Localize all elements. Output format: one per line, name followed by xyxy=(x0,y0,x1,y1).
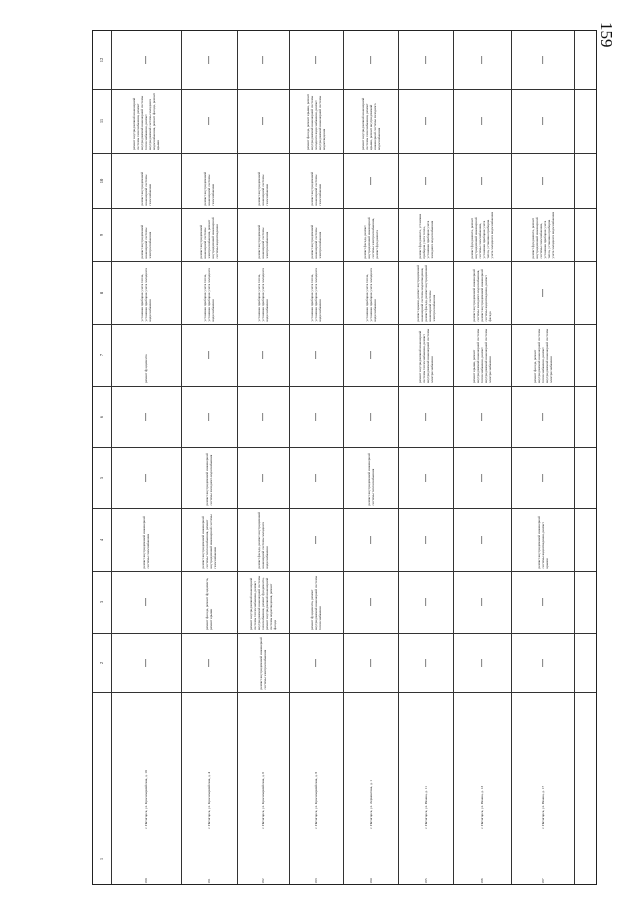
cell-c10 xyxy=(398,208,453,261)
cell-c4-text: — xyxy=(477,598,486,606)
cell-c6 xyxy=(289,447,343,508)
cell-c6-text: ремонт внутридомовой инженерной системы теплоснабжения xyxy=(366,452,375,505)
cell-c10 xyxy=(237,208,289,261)
column-number xyxy=(93,633,111,692)
column-number-text: 4 xyxy=(99,538,104,541)
cell-c5 xyxy=(237,508,289,571)
address-cell xyxy=(398,692,453,831)
cell-c6 xyxy=(453,447,511,508)
cell-c3-text: ремонт внутридомовой инженерной системы электроснабжения xyxy=(259,636,267,689)
cell-c4 xyxy=(289,571,343,633)
cell-c8-text: — xyxy=(365,351,375,359)
cell-c4-text: — xyxy=(537,598,547,606)
cell-c8-text: — xyxy=(258,351,267,359)
column-number-text: 1 xyxy=(99,857,104,860)
cell-c11 xyxy=(398,153,453,208)
cell-c11-text: — xyxy=(365,176,375,185)
cell-c11 xyxy=(343,153,398,208)
cell-c11-text: ремонт внутридомовой инженерной системы газоснабжения xyxy=(310,171,322,205)
cell-c8-text: ремонт фасада, ремонт внутридомовой инженерной системы теплоснабжения, ремонт внутридомовой инженерной системы электроснабжения xyxy=(532,328,553,383)
column-number-text: 9 xyxy=(99,233,104,236)
column-number-text: 12 xyxy=(99,57,104,63)
row-number-text: 166 xyxy=(480,877,484,883)
cell-c3-text: — xyxy=(204,658,213,667)
cell-c5-text: ремонт внутридомовой инженерной системы газоснабжения xyxy=(142,515,150,568)
cell-c7 xyxy=(398,386,453,447)
row-number-text: 164 xyxy=(368,877,373,883)
cell-c11 xyxy=(237,153,289,208)
row-number-text: 167 xyxy=(540,877,545,883)
cell-c3 xyxy=(289,633,343,692)
cell-c10 xyxy=(511,208,574,261)
address-cell-text: г. Пятигорск, ул. Красноармейская, д. 8 xyxy=(314,771,318,828)
cell-c13 xyxy=(111,31,181,89)
cell-c7-text: — xyxy=(365,412,375,421)
cell-c4-text: — xyxy=(420,598,430,606)
cell-c3-text: — xyxy=(477,658,486,667)
address-cell-text: г. Пятигорск, ул. Красноармейская, д. 10 xyxy=(144,769,148,828)
cell-c12 xyxy=(237,89,289,153)
column-number-text: 5 xyxy=(99,476,104,479)
cell-c8 xyxy=(289,324,343,386)
cell-c12 xyxy=(453,89,511,153)
cell-c10 xyxy=(289,208,343,261)
cell-c4 xyxy=(453,571,511,633)
cell-c9 xyxy=(343,261,398,324)
cell-c3 xyxy=(237,633,289,692)
cell-c8 xyxy=(181,324,237,386)
cell-c8 xyxy=(237,324,289,386)
row-number-text: 163 xyxy=(314,877,318,883)
cell-c7-text: — xyxy=(311,412,320,421)
address-cell xyxy=(511,692,574,831)
cell-c5-text: — xyxy=(365,535,375,544)
cell-c9 xyxy=(511,261,574,324)
address-cell-text: г. Пятигорск, ул. Красноармейская, д. 6 xyxy=(261,771,265,828)
cell-c11 xyxy=(111,153,181,208)
address-cell-text: г. Пятигорск, ул. Нежна, д. 11 xyxy=(423,785,428,828)
cell-c4 xyxy=(181,571,237,633)
cell-c6-text: ремонт внутридомовой инженерной системы холодного водоснабжения xyxy=(205,452,213,505)
cell-c5 xyxy=(343,508,398,571)
cell-c11 xyxy=(181,153,237,208)
cell-c9 xyxy=(289,261,343,324)
cell-c6 xyxy=(343,447,398,508)
column-number xyxy=(93,261,111,324)
schedule-table xyxy=(92,30,597,885)
cell-c6-text: — xyxy=(537,473,547,482)
cell-c10 xyxy=(181,208,237,261)
cell-c5 xyxy=(511,508,574,571)
cell-c9 xyxy=(181,261,237,324)
cell-c12-text: — xyxy=(477,117,486,125)
cell-c8-text: ремонт фундамента xyxy=(144,354,148,383)
cell-c9 xyxy=(453,261,511,324)
cell-c3-text: — xyxy=(311,658,320,667)
cell-c6-text: — xyxy=(420,473,430,482)
cell-c8 xyxy=(398,324,453,386)
cell-c9-text: ремонт внутридомовой инженерной системы холодного водоснабжения, ремонт внутридомовой инженерной системы водоотведения, ремонт фасада xyxy=(472,268,492,321)
row-number xyxy=(111,831,181,886)
cell-c7 xyxy=(289,386,343,447)
cell-c7 xyxy=(511,386,574,447)
row-number xyxy=(181,831,237,886)
row-divider xyxy=(574,31,575,884)
address-cell-text: г. Пятигорск, ул. Красноармейская, д. 4 xyxy=(207,771,211,828)
cell-c11-text: — xyxy=(420,176,430,185)
cell-c11-text: — xyxy=(537,176,547,185)
column-number-text: 6 xyxy=(99,415,104,418)
cell-c13-text: — xyxy=(204,56,213,64)
column-number xyxy=(93,153,111,208)
cell-c11 xyxy=(289,153,343,208)
cell-c11-text: — xyxy=(477,176,486,185)
cell-c7-text: — xyxy=(477,412,486,421)
cell-c10-text: ремонт фундамента, установка приборов учета тепла, установка приборов учета холодного водоснабжения xyxy=(417,213,434,258)
cell-c4 xyxy=(398,571,453,633)
cell-c4-text: ремонт фундамента, ремонт внутридомовой инженерной системы теплоснабжения xyxy=(310,575,322,630)
row-number xyxy=(398,831,453,886)
cell-c11-text: ремонт внутридомовой инженерной системы газоснабжения xyxy=(140,171,152,205)
row-number-text: 161 xyxy=(207,877,211,883)
cell-c12-text: — xyxy=(537,117,547,125)
cell-c13 xyxy=(289,31,343,89)
address-cell xyxy=(181,692,237,831)
cell-c13-text: — xyxy=(311,56,320,64)
cell-c12 xyxy=(111,89,181,153)
cell-c6-text: — xyxy=(477,473,486,482)
cell-c13-text: — xyxy=(420,56,430,64)
page-number: 159 xyxy=(597,22,616,48)
cell-c12-text: ремонт фасада, ремонт крыши, ремонт внутридомовой инженерной системы холодного водоснабжения, ремонт внутридомовой инженерной системы водоотведения xyxy=(306,93,326,150)
column-number-text: 3 xyxy=(99,600,104,604)
cell-c7-text: — xyxy=(204,412,213,421)
cell-c6-text: — xyxy=(258,473,267,482)
row-number xyxy=(289,831,343,886)
cell-c9-text: установка приборов учета тепла, установка приборов учета холодного водоснабжения xyxy=(364,267,377,321)
cell-c7 xyxy=(343,386,398,447)
cell-c8-text: — xyxy=(204,351,213,359)
cell-c4-text: — xyxy=(141,598,150,606)
cell-c12-text: ремонт внутридомовой инженерной системы газоснабжения, ремонт внутридомовой инженерной системы теплоснабжения, ремонт внутридомовой системы холодного водоснабжения, ремонт фасада, ремонт крыши xyxy=(132,92,160,150)
cell-c3-text: — xyxy=(365,658,375,667)
cell-c10-text: ремонт внутридомовой инженерной системы электроснабжения xyxy=(257,224,269,258)
cell-c4-text: — xyxy=(365,598,375,606)
column-number xyxy=(93,89,111,153)
column-number-text: 7 xyxy=(99,353,104,357)
cell-c3 xyxy=(511,633,574,692)
cell-c3 xyxy=(111,633,181,692)
cell-c10-text: ремонт внутридомовой инженерной системы электроснабжения, ремонт внутридомовой инженерной системы водоотведения xyxy=(199,216,219,258)
cell-c3 xyxy=(453,633,511,692)
column-number-text: 8 xyxy=(99,291,104,294)
cell-c13 xyxy=(343,31,398,89)
cell-c6-text: — xyxy=(141,473,150,482)
column-number-text: 11 xyxy=(99,118,104,124)
cell-c10 xyxy=(453,208,511,261)
address-cell xyxy=(237,692,289,831)
cell-c3 xyxy=(398,633,453,692)
cell-c5 xyxy=(289,508,343,571)
row-number-text: 165 xyxy=(423,877,428,883)
cell-c5-text: ремонт внутридомовой инженерной системы водоотведения, ремонт крыши xyxy=(536,515,549,568)
cell-c11-text: ремонт внутридомовой инженерной системы газоснабжения xyxy=(203,171,215,205)
row-number xyxy=(453,831,511,886)
cell-c8 xyxy=(343,324,398,386)
column-number xyxy=(93,571,111,633)
cell-c8-text: ремонт крыши, ремонт внутридомовой инженерной системы теплоснабжения, ремонт внутридомовой инженерной системы электроснабжения xyxy=(472,328,492,383)
cell-c13-text: — xyxy=(258,56,267,64)
cell-c9-text: установка приборов учета тепла, установка приборов учета холодного водоснабжения xyxy=(140,267,152,321)
cell-c5-text: — xyxy=(477,535,486,544)
cell-c13 xyxy=(398,31,453,89)
cell-c11 xyxy=(453,153,511,208)
address-cell xyxy=(289,692,343,831)
cell-c5 xyxy=(398,508,453,571)
cell-c4 xyxy=(343,571,398,633)
cell-c12-text: ремонт внутридомовой инженерной системы газоснабжения, ремонт крыши, ремонт внутридомовой инженерной системы холодного водоснабжения xyxy=(360,97,381,150)
cell-c9 xyxy=(237,261,289,324)
cell-c12 xyxy=(398,89,453,153)
cell-c6 xyxy=(398,447,453,508)
cell-c6 xyxy=(181,447,237,508)
cell-c3-text: — xyxy=(537,658,547,667)
column-number xyxy=(93,324,111,386)
cell-c7 xyxy=(453,386,511,447)
cell-c7-text: — xyxy=(537,412,547,421)
cell-c3-text: — xyxy=(420,658,430,667)
cell-c3 xyxy=(181,633,237,692)
cell-c13-text: — xyxy=(477,56,486,64)
cell-c13 xyxy=(181,31,237,89)
cell-c13 xyxy=(453,31,511,89)
address-cell xyxy=(453,692,511,831)
cell-c7 xyxy=(237,386,289,447)
cell-c6 xyxy=(511,447,574,508)
cell-c7-text: — xyxy=(141,412,150,421)
row-number-text: 162 xyxy=(261,877,265,883)
address-cell-text: г. Пятигорск, ул. Нежна, д. 13 xyxy=(480,785,484,828)
cell-c13-text: — xyxy=(365,56,375,64)
cell-c12 xyxy=(289,89,343,153)
cell-c7 xyxy=(111,386,181,447)
column-number xyxy=(93,508,111,571)
cell-c10-text: ремонт внутридомовой инженерной системы электроснабжения xyxy=(310,224,322,258)
row-number-text: 160 xyxy=(144,877,148,883)
cell-c5-text: — xyxy=(311,535,320,544)
column-number xyxy=(93,831,111,886)
cell-c8-text: ремонт внутридомовой инженерной системы теплоснабжения, ремонт внутридомовой инженерной системы электроснабжения xyxy=(417,328,434,383)
cell-c5 xyxy=(453,508,511,571)
cell-c5 xyxy=(111,508,181,571)
cell-c10-text: ремонт фасада, ремонт внутридомовой инженерной системы электроснабжения, ремонт фундамента xyxy=(362,216,379,258)
cell-c4 xyxy=(237,571,289,633)
row-number xyxy=(511,831,574,886)
cell-c4-text: ремонт внутридомовой инженерной системы теплоснабжения, ремонт внутридомовой инженерной системы газоснабжения, ремонт фундамента, ремонт внутридомовой инженерной системы водоотведения, ремонт фасада xyxy=(249,575,277,630)
row-number xyxy=(343,831,398,886)
cell-c9-text: установка приборов учета тепла, установка приборов учета холодного водоснабжения xyxy=(310,267,322,321)
column-number xyxy=(93,447,111,508)
cell-c3 xyxy=(343,633,398,692)
cell-c3-text: — xyxy=(141,658,150,667)
cell-c10 xyxy=(111,208,181,261)
cell-c6 xyxy=(237,447,289,508)
cell-c13 xyxy=(511,31,574,89)
column-number-text: 10 xyxy=(99,178,104,183)
cell-c7 xyxy=(181,386,237,447)
cell-c12-text: — xyxy=(258,117,267,125)
column-number-text: 2 xyxy=(99,661,104,664)
cell-c5-text: ремонт фасада, ремонт внутридомовой инженерной системы холодного водоснабжения xyxy=(257,511,269,568)
cell-c7-text: — xyxy=(420,412,430,421)
cell-c12-text: — xyxy=(420,117,430,125)
cell-c8 xyxy=(111,324,181,386)
column-number xyxy=(93,208,111,261)
cell-c8-text: — xyxy=(311,351,320,359)
cell-c9-text: установка приборов учета тепла, установка приборов учета холодного водоснабжения xyxy=(203,267,215,321)
cell-c8 xyxy=(511,324,574,386)
cell-c9 xyxy=(398,261,453,324)
cell-c13 xyxy=(237,31,289,89)
cell-c9-text: установка приборов учета тепла, установка приборов учета холодного водоснабжения xyxy=(257,267,269,321)
address-cell-text: г. Пятигорск, ул. Нежна, д. 17 xyxy=(540,785,545,828)
cell-c13-text: — xyxy=(141,56,150,64)
cell-c7-text: — xyxy=(258,412,267,421)
cell-c13-text: — xyxy=(537,56,547,64)
address-cell xyxy=(343,692,398,831)
column-number xyxy=(93,386,111,447)
cell-c11 xyxy=(511,153,574,208)
cell-c5-text: ремонт внутридомовой инженерной системы теплоснабжения, ремонт внутридомовой инженерной системы газоснабжения xyxy=(201,513,217,568)
cell-c10-text: ремонт фундамента, ремонт внутридомовой инженерной системы газоснабжения, установка приборов учета тепла, установка приборов учета холодного водоснабжения xyxy=(530,211,555,258)
cell-c12 xyxy=(181,89,237,153)
cell-c10 xyxy=(343,208,398,261)
cell-c11-text: ремонт внутридомовой инженерной системы газоснабжения xyxy=(257,171,269,205)
address-cell xyxy=(111,692,181,831)
cell-c12 xyxy=(343,89,398,153)
cell-c8 xyxy=(453,324,511,386)
cell-c10-text: ремонт внутридомовой инженерной системы электроснабжения xyxy=(140,224,152,258)
cell-c4 xyxy=(111,571,181,633)
cell-c4-text: ремонт фасада, ремонт фундамента, ремонт крыши xyxy=(205,577,213,630)
cell-c4 xyxy=(511,571,574,633)
cell-c12 xyxy=(511,89,574,153)
cell-c12-text: — xyxy=(204,117,213,125)
cell-c5-text: — xyxy=(420,535,430,544)
column-number xyxy=(93,31,111,89)
cell-c9-text: ремонт крыши, ремонт внутридомовой инженерной системы водоотведения, ремонт фасада, ремонт внутридомовой инженерной системы электроснабжения xyxy=(415,264,436,321)
cell-c6 xyxy=(111,447,181,508)
cell-c10-text: ремонт фундамента, ремонт внутридомовой инженерной системы газоснабжения, установка приборов учета тепла, установка приборов учета холодного водоснабжения xyxy=(470,211,494,258)
address-cell-text: г. Пятигорск, ул. Лермонтова, д. 1 xyxy=(368,779,373,828)
cell-c6-text: — xyxy=(311,473,320,482)
cell-c9 xyxy=(111,261,181,324)
cell-c9-text: — xyxy=(537,288,547,297)
cell-c5 xyxy=(181,508,237,571)
row-number xyxy=(237,831,289,886)
